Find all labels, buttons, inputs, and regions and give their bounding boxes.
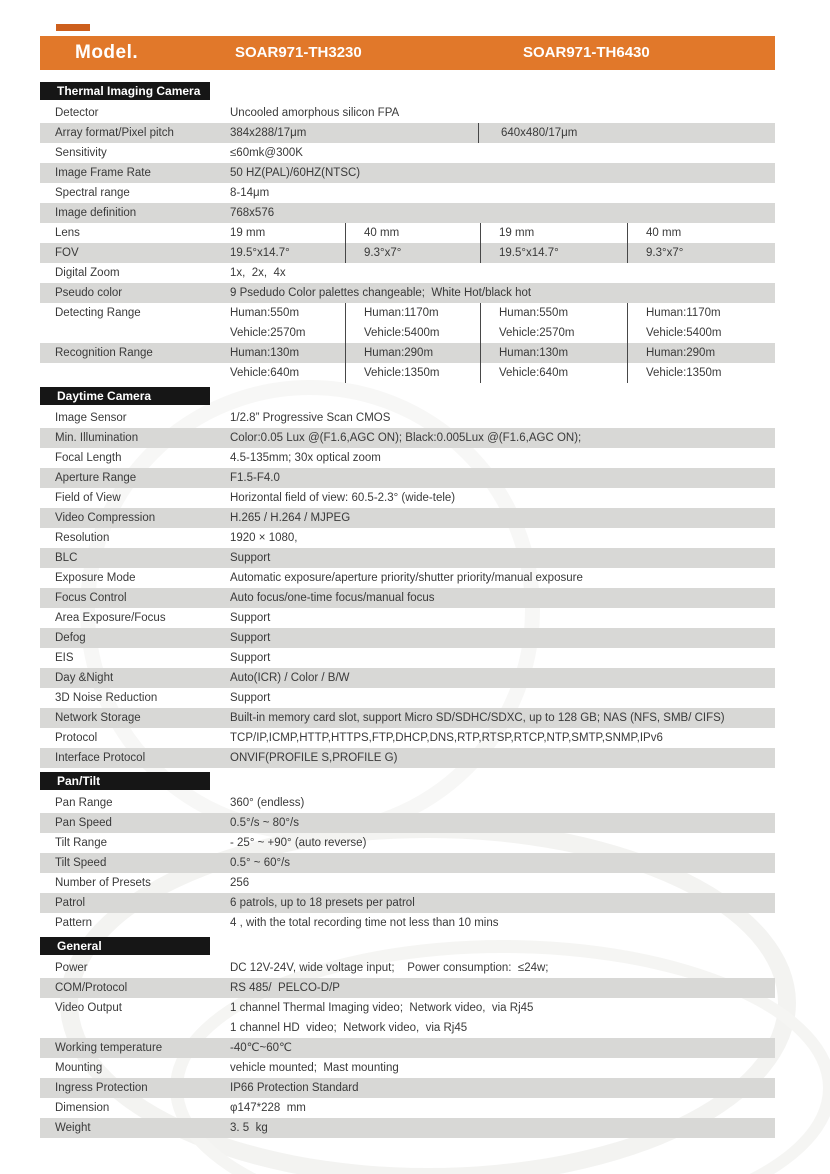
spec-row-focal-length [40,448,775,468]
spec-row-pan-range [40,793,775,813]
row-label-pan-speed: Pan Speed [55,817,112,829]
row-value: Automatic exposure/aperture priority/shutter priority/manual exposure [230,572,583,584]
row-label-digital-zoom: Digital Zoom [55,267,120,279]
row-label-defog: Defog [55,632,86,644]
sections [40,82,775,1138]
spec-row-image-definition [40,203,775,223]
row-value: 50 HZ(PAL)/60HZ(NTSC) [230,167,361,179]
row-label-mounting: Mounting [55,1062,103,1074]
model-label: Model. [75,42,139,63]
spec-row-number-of-presets [40,873,775,893]
row-value: Support [230,652,271,664]
row-label-spacer [40,363,225,383]
spec-row-focus-control [40,588,775,608]
section-header-pan-tilt: Pan/Tilt [40,772,210,790]
row-value: Human:550m [230,307,300,319]
row-value: -40℃~60℃ [230,1042,292,1054]
spec-row-blc [40,548,775,568]
row-value: TCP/IP,ICMP,HTTP,HTTPS,FTP,DHCP,DNS,RTP,RTSP,RTCP,NTP,SMTP,SNMP,IPv6 [230,732,663,744]
spec-row-mounting [40,1058,775,1078]
row-value: Human:1170m [345,303,480,323]
row-label-pattern: Pattern [55,917,93,929]
row-value: Support [230,632,271,644]
row-label-sensitivity: Sensitivity [55,147,107,159]
row-value: Vehicle:2570m [230,327,306,339]
row-value: H.265 / H.264 / MJPEG [230,512,351,524]
row-label-focal-length: Focal Length [55,452,122,464]
row-value: Uncooled amorphous silicon FPA [230,107,400,119]
row-label-3d-noise-reduction: 3D Noise Reduction [55,692,158,704]
spec-row-area-exposure-focus [40,608,775,628]
row-label-eis: EIS [55,652,74,664]
row-value: 3. 5 kg [230,1122,268,1134]
spec-row-ingress-protection [40,1078,775,1098]
row-label-lens: Lens [55,227,80,239]
row-value: 19.5°x14.7° [230,247,290,259]
spec-row-exposure-mode [40,568,775,588]
spec-row-pan-speed [40,813,775,833]
row-value: Support [230,612,271,624]
spec-row-com-protocol [40,978,775,998]
row-value: Auto focus/one-time focus/manual focus [230,592,435,604]
section-header-general: General [40,937,210,955]
spec-row-spectral-range [40,183,775,203]
row-value: 256 [230,877,250,889]
row-value: φ147*228 mm [230,1102,306,1114]
spec-row-aperture-range [40,468,775,488]
row-value: 6 patrols, up to 18 presets per patrol [230,897,415,909]
row-value: 40 mm [627,223,775,243]
range-line [40,343,775,363]
row-label-image-frame-rate: Image Frame Rate [55,167,151,179]
spec-row-power [40,958,775,978]
row-values [225,363,775,383]
row-value: Vehicle:2570m [480,323,627,343]
row-value: 360° (endless) [230,797,305,809]
spec-row-working-temperature [40,1038,775,1058]
row-value: 1 channel HD video; Network video, via Rj45 [230,1022,468,1034]
row-value: 8-14μm [230,187,270,199]
spec-row-resolution [40,528,775,548]
row-value: Support [230,552,271,564]
row-value: Human:290m [345,343,480,363]
row-value: 384x288/17μm [230,127,307,139]
row-value: Vehicle:5400m [627,323,775,343]
spec-row-defog [40,628,775,648]
spec-row-image-sensor [40,408,775,428]
row-label-video-output: Video Output [55,1002,122,1014]
spec-row-tilt-range [40,833,775,853]
row-value: Support [230,692,271,704]
spec-row-day-night [40,668,775,688]
row-value: 19 mm [230,227,266,239]
row-value: Human:130m [230,347,300,359]
spec-row-3d-noise-reduction [40,688,775,708]
row-value: vehicle mounted; Mast mounting [230,1062,399,1074]
spec-row-pseudo-color [40,283,775,303]
row-label-video-compression: Video Compression [55,512,156,524]
row-value: ONVIF(PROFILE S,PROFILE G) [230,752,398,764]
row-label-pan-range: Pan Range [55,797,113,809]
row-value: 19.5°x14.7° [480,243,627,263]
row-label-number-of-presets: Number of Presets [55,877,151,889]
row-label-spacer [40,323,225,343]
row-value: Vehicle:1350m [627,363,775,383]
row-values [225,998,775,1038]
spec-row-weight [40,1118,775,1138]
spec-row-field-of-view [40,488,775,508]
row-label-fov: FOV [55,247,79,259]
row-value: - 25° ~ +90° (auto reverse) [230,837,367,849]
row-value: 1 channel Thermal Imaging video; Network video, via Rj45 [230,1002,534,1014]
model-header-bar [40,36,775,70]
spec-row-dimension [40,1098,775,1118]
spec-row-tilt-speed [40,853,775,873]
row-label-interface-protocol: Interface Protocol [55,752,146,764]
row-label-protocol: Protocol [55,732,98,744]
section-header-thermal-imaging-camera: Thermal Imaging Camera [40,82,210,100]
row-value: 1x, 2x, 4x [230,267,286,279]
row-label-detecting-range: Detecting Range [55,307,141,319]
row-label-weight: Weight [55,1122,91,1134]
row-value: Human:290m [627,343,775,363]
row-values [225,343,775,363]
row-value: Color:0.05 Lux @(F1.6,AGC ON); Black:0.005Lux @(F1.6,AGC ON); [230,432,582,444]
row-value: Horizontal field of view: 60.5-2.3° (wide-tele) [230,492,456,504]
row-value: 640x480/17μm [478,123,775,143]
row-label-resolution: Resolution [55,532,110,544]
row-value: 1/2.8” Progressive Scan CMOS [230,412,391,424]
row-value: F1.5-F4.0 [230,472,280,484]
row-label-min-illumination: Min. Illumination [55,432,139,444]
spec-row-image-frame-rate [40,163,775,183]
row-value: Auto(ICR) / Color / B/W [230,672,350,684]
spec-row-protocol [40,728,775,748]
row-label-recognition-range: Recognition Range [55,347,153,359]
spec-row-interface-protocol [40,748,775,768]
row-value: Human:1170m [627,303,775,323]
row-label-detector: Detector [55,107,99,119]
row-label-ingress-protection: Ingress Protection [55,1082,148,1094]
row-label-power: Power [55,962,88,974]
row-label-tilt-speed: Tilt Speed [55,857,107,869]
row-label-day-night: Day &Night [55,672,114,684]
spec-row-recognition-range [40,343,775,383]
range-line [40,363,775,383]
row-value: DC 12V-24V, wide voltage input; Power consumption: ≤24w; [230,962,549,974]
section-header-daytime-camera: Daytime Camera [40,387,210,405]
row-label-image-definition: Image definition [55,207,137,219]
spec-row-digital-zoom [40,263,775,283]
row-value: 9.3°x7° [345,243,480,263]
spec-row-eis [40,648,775,668]
row-value: 4 , with the total recording time not less than 10 mins [230,917,499,929]
row-value: Vehicle:640m [480,363,627,383]
row-value: RS 485/ PELCO-D/P [230,982,340,994]
spec-row-sensitivity [40,143,775,163]
spec-row-patrol [40,893,775,913]
spec-table [40,36,775,1138]
row-value: 9.3°x7° [627,243,775,263]
row-value: IP66 Protection Standard [230,1082,359,1094]
row-value: Vehicle:5400m [345,323,480,343]
row-label-exposure-mode: Exposure Mode [55,572,136,584]
row-value: ≤60mk@300K [230,147,303,159]
spec-row-network-storage [40,708,775,728]
spec-row-pattern [40,913,775,933]
spec-row-detecting-range [40,303,775,343]
row-label-dimension: Dimension [55,1102,110,1114]
row-values [225,303,775,323]
row-label-patrol: Patrol [55,897,86,909]
row-value: 0.5°/s ~ 80°/s [230,817,299,829]
row-value: Built-in memory card slot, support Micro SD/SDHC/SDXC, up to 128 GB; NAS (NFS, SMB/ CIFS) [230,712,725,724]
row-value: 1920 × 1080, [230,532,298,544]
row-label-working-temperature: Working temperature [55,1042,163,1054]
row-values [225,243,775,263]
row-values [225,223,775,243]
row-value: 0.5° ~ 60°/s [230,857,291,869]
row-value: 768x576 [230,207,275,219]
page-top-fragment [56,24,90,31]
row-values [225,123,775,143]
row-label-aperture-range: Aperture Range [55,472,137,484]
row-values [225,323,775,343]
row-value: 4.5-135mm; 30x optical zoom [230,452,381,464]
row-label-pseudo-color: Pseudo color [55,287,123,299]
row-value: Vehicle:1350m [345,363,480,383]
row-value: 19 mm [480,223,627,243]
row-label-field-of-view: Field of View [55,492,121,504]
spec-row-min-illumination [40,428,775,448]
model-name-th6430: SOAR971-TH6430 [523,44,650,61]
row-value: Vehicle:640m [230,367,300,379]
range-line [40,323,775,343]
row-value: Human:130m [480,343,627,363]
spec-row-detector [40,103,775,123]
row-label-spectral-range: Spectral range [55,187,130,199]
row-label-com-protocol: COM/Protocol [55,982,128,994]
row-value: Human:550m [480,303,627,323]
row-label-focus-control: Focus Control [55,592,127,604]
spec-row-lens [40,223,775,243]
spec-row-video-output [40,998,775,1038]
row-label-area-exposure-focus: Area Exposure/Focus [55,612,166,624]
spec-row-array-format-pixel-pitch [40,123,775,143]
range-line [40,303,775,323]
spec-row-video-compression [40,508,775,528]
spec-row-fov [40,243,775,263]
model-name-th3230: SOAR971-TH3230 [235,44,362,61]
row-label-tilt-range: Tilt Range [55,837,107,849]
row-value: 40 mm [345,223,480,243]
row-label-image-sensor: Image Sensor [55,412,127,424]
row-label-array-format-pixel-pitch: Array format/Pixel pitch [55,127,174,139]
row-value: 9 Psedudo Color palettes changeable; White Hot/black hot [230,287,532,299]
row-label-network-storage: Network Storage [55,712,141,724]
row-label-blc: BLC [55,552,78,564]
